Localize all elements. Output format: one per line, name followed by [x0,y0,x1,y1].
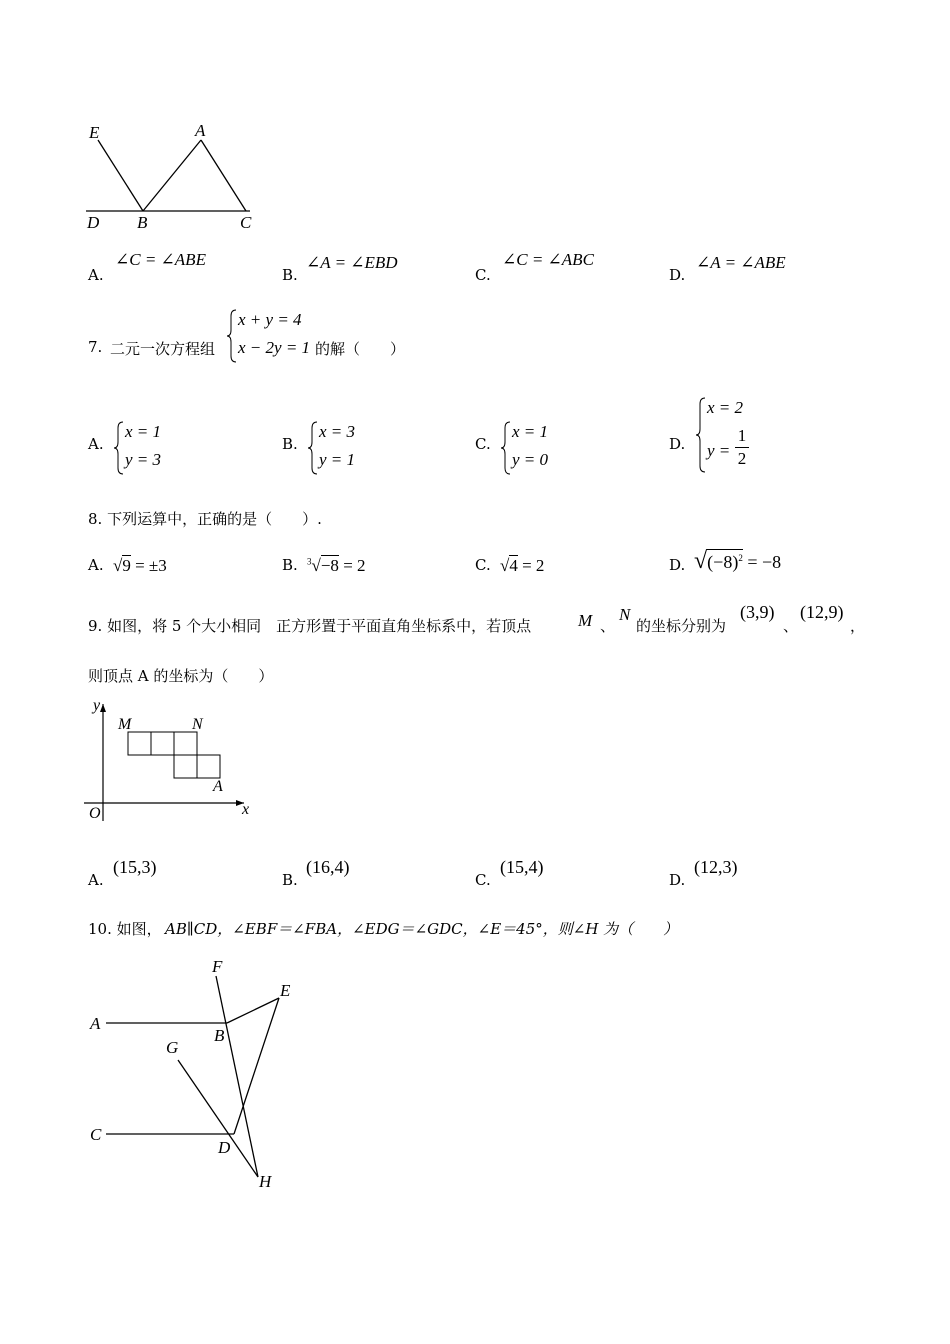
q9-option-b-letter: B. [282,871,298,889]
q8-option-a-radical-icon: √ [113,556,123,575]
q9-N: N [619,605,631,624]
q9-option-c-coord: (15,4) [500,857,544,877]
q9-figure [82,696,262,826]
q9-option-b-coord: (16,4) [306,857,350,877]
q7-option-d-numerator: 1 [737,426,747,445]
q9-square-4 [174,755,197,778]
q7-option-b-brace-icon [307,420,319,476]
q6-label-a: A [195,121,206,140]
q6-line-be [98,140,143,211]
q7-text-before: 二元一次方程组 [110,340,216,358]
q9-option-a-letter: A. [88,871,104,889]
q9-label-m: M [118,716,132,733]
q8-option-a-letter: A. [88,556,104,574]
q9-label-x: x [242,801,250,818]
q10-number: 10. 如图， [88,920,162,938]
q8-option-c-radical-icon: √ [500,556,510,575]
q7-option-d-system [695,396,775,476]
q6-option-b-expr: ∠A = ∠EBD [306,253,398,272]
q6-option-d-expr: ∠A = ∠ABE [696,253,786,272]
q7-option-c-brace-icon [500,420,512,476]
q8-option-c-expr [500,556,544,576]
q9-option-d-letter: D. [669,871,686,889]
q8-option-c-letter: C. [475,556,491,574]
q9-sep: 、 [600,617,616,635]
q8-question: 8. 下列运算中，正确的是（ ）. [88,510,322,528]
q7-option-a-system [113,420,183,476]
q9-square-5 [197,755,220,778]
q10-label-h: H [259,1172,272,1191]
q7-option-a-x: x = 1 [125,422,162,441]
q8-option-d-exponent: 2 [738,553,743,563]
q6-label-b: B [137,213,148,232]
q9-option-c-letter: C. [475,871,491,889]
q8-option-c-rest: = 2 [522,556,545,575]
q7-number: 7. [88,338,103,356]
q6-label-e: E [89,123,100,142]
q7-option-c-letter: C. [475,435,491,453]
q7-option-b-y: y = 1 [319,450,356,469]
q9-option-d-coord: (12,3) [694,857,738,877]
q8-option-b-expr [307,556,366,576]
q7-option-d-fraction [735,426,749,469]
q9-comma: ， [850,617,866,635]
q10-line-be [227,998,279,1023]
q6-line-ba [143,140,201,211]
q7-option-c-system [500,420,570,476]
q9-sep2: 、 [783,617,799,635]
q9-label-a: A [213,778,223,795]
q9-M: M [578,611,593,630]
q7-option-d-denominator: 2 [737,449,747,468]
q8-option-b-radical-icon: √ [311,556,321,575]
q9-label-o: O [89,805,101,822]
q8-option-c-radicand: 4 [509,556,518,575]
q7-option-d-x: x = 2 [707,398,744,417]
q6-option-a-letter: A. [88,266,104,284]
q9-line1-a: 9. 如图，将 5 个大小相同 正方形置于平面直角坐标系中，若顶点 [88,617,532,635]
q9-line2: 则顶点 A 的坐标为（ ） [88,667,274,685]
q7-eq1: x + y = 4 [238,310,302,329]
q10-label-b: B [214,1026,225,1045]
q7-option-c-x: x = 1 [512,422,549,441]
q10-label-d: D [218,1138,231,1157]
q10-label-f: F [212,957,223,976]
q7-brace-icon [226,308,238,364]
q6-figure [80,118,270,238]
q8-option-b-radicand: −8 [320,556,339,575]
q10-label-g: G [166,1038,179,1057]
q7-eq2: x − 2y = 1 [238,338,311,357]
q9-coord-m: (3,9) [740,602,775,622]
q10-label-a: A [90,1014,101,1033]
q7-option-a-letter: A. [88,435,104,453]
q8-option-a-expr [113,556,167,576]
q7-text-after: 的解（ ） [315,340,406,358]
q10-figure [82,950,312,1200]
q7-option-b-x: x = 3 [319,422,356,441]
q6-option-a-expr: ∠C = ∠ABE [115,250,206,269]
q6-label-d: D [87,213,100,232]
q8-option-a-rest: = ±3 [135,556,167,575]
q9-square-1 [128,732,151,755]
q8-option-b-rest: = 2 [343,556,366,575]
q7-option-a-y: y = 3 [125,450,162,469]
q9-line1-b: 的坐标分别为 [636,617,727,635]
q6-option-d-letter: D. [669,266,686,284]
q10-label-c: C [90,1125,102,1144]
q9-square-3 [174,732,197,755]
q7-option-b-letter: B. [282,435,298,453]
q9-option-a-coord: (15,3) [113,857,157,877]
q8-option-d-expr [694,548,781,575]
q8-option-d-rest: = −8 [747,552,782,572]
q8-option-d-radicand: (−8) [707,552,739,572]
q8-option-b-index: 3 [307,556,312,567]
q7-equation-system [226,308,316,364]
q10-label-e: E [280,981,291,1000]
q7-option-c-y: y = 0 [512,450,549,469]
q10-line-de [234,998,279,1134]
q9-label-y: y [93,697,101,714]
q7-option-d-y: y = [707,441,731,460]
q8-option-d-letter: D. [669,556,686,574]
q8-option-b-letter: B. [282,556,298,574]
q6-option-b-letter: B. [282,266,298,284]
q7-option-a-brace-icon [113,420,125,476]
q8-option-d-radical-icon: √ [694,548,708,574]
q6-label-c: C [240,213,252,232]
q7-option-b-system [307,420,377,476]
q9-y-arrow-icon [100,704,106,712]
q6-option-c-expr: ∠C = ∠ABC [502,250,594,269]
q6-line-ac [201,140,246,211]
q7-option-d-brace-icon [695,396,707,474]
q6-option-c-letter: C. [475,266,491,284]
q9-label-n: N [192,716,203,733]
q10-text: AB∥CD，∠EBF＝∠FBA，∠EDG＝∠GDC，∠E＝45°，则∠H 为（ ） [165,920,679,938]
q9-coord-n: (12,9) [800,602,844,622]
q7-option-d-letter: D. [669,435,686,453]
q8-option-a-radicand: 9 [122,556,131,575]
q9-square-2 [151,732,174,755]
